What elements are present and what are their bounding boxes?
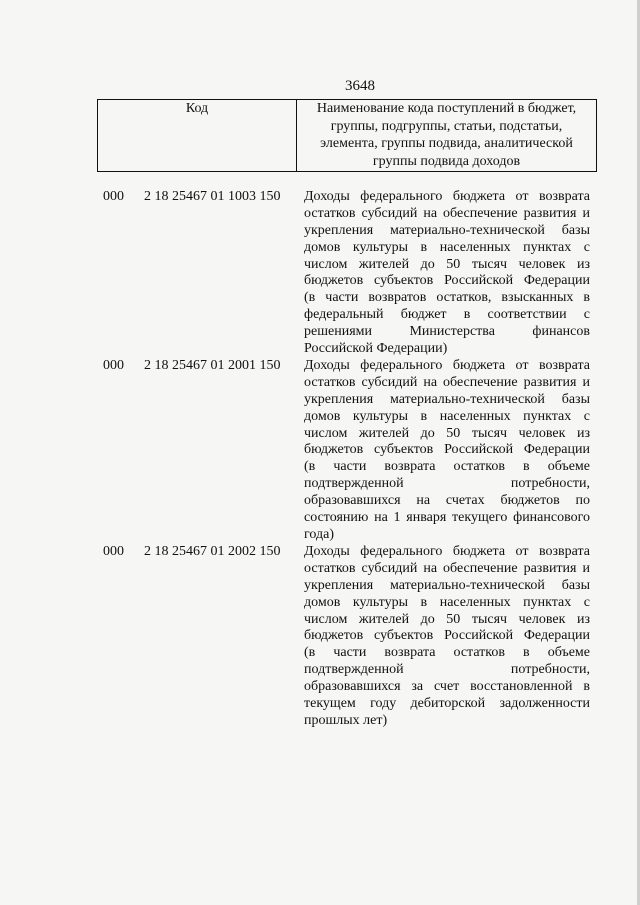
description-line: остатков субсидий на обеспечение развития и xyxy=(304,560,590,576)
description-line: решениями Министерства финансов xyxy=(304,324,590,340)
description-line: числом жителей до 50 тысяч человек из xyxy=(304,256,590,272)
description-line: Доходы федерального бюджета от возврата xyxy=(304,544,590,559)
revenue-code: 2 18 25467 01 2002 150 xyxy=(144,544,281,559)
description-line: образовавшихся на счетах бюджетов по xyxy=(304,493,590,509)
description-line: бюджетов субъектов Российской Федерации xyxy=(304,628,590,644)
revenue-description xyxy=(304,544,590,730)
description-line: домов культуры в населенных пунктах с xyxy=(304,594,590,610)
revenue-code: 2 18 25467 01 2001 150 xyxy=(144,358,281,373)
page-number: 3648 xyxy=(345,78,375,94)
description-line: федеральный бюджет в соответствии с xyxy=(304,307,590,323)
revenue-code: 2 18 25467 01 1003 150 xyxy=(144,189,281,204)
description-line: Российской Федерации) xyxy=(304,341,448,357)
description-line: (в части возвратов остатков, взысканных в xyxy=(304,290,590,306)
name-column-header xyxy=(297,100,596,170)
description-line: остатков субсидий на обеспечение развития и xyxy=(304,205,590,221)
description-line: прошлых лет) xyxy=(304,712,388,728)
description-line: числом жителей до 50 тысяч человек из xyxy=(304,425,590,441)
description-line: образовавшихся за счет восстановленной в xyxy=(304,679,590,695)
header-line: группы, подгруппы, статьи, подстатьи, xyxy=(330,118,563,134)
admin-code: 000 xyxy=(103,358,124,373)
description-line: подтвержденной потребности, xyxy=(304,662,590,678)
revenue-description xyxy=(304,358,590,544)
description-line: Доходы федерального бюджета от возврата xyxy=(304,358,590,373)
admin-code: 000 xyxy=(103,544,124,559)
description-line: укрепления материально-технической базы xyxy=(304,222,590,238)
revenue-description xyxy=(304,189,590,358)
description-line: состоянию на 1 января текущего финансового xyxy=(304,510,590,526)
description-line: домов культуры в населенных пунктах с xyxy=(304,239,590,255)
admin-code: 000 xyxy=(103,189,124,204)
code-column-header: Код xyxy=(185,101,209,116)
description-line: укрепления материально-технической базы xyxy=(304,577,590,593)
table-header xyxy=(97,99,597,172)
header-line: Наименование кода поступлений в бюджет, xyxy=(316,101,577,116)
description-line: (в части возврата остатков в объеме xyxy=(304,645,590,661)
description-line: остатков субсидий на обеспечение развития и xyxy=(304,374,590,390)
description-line: бюджетов субъектов Российской Федерации xyxy=(304,442,590,458)
description-line: подтвержденной потребности, xyxy=(304,476,590,492)
description-line: бюджетов субъектов Российской Федерации xyxy=(304,273,590,289)
description-line: (в части возврата остатков в объеме xyxy=(304,459,590,475)
description-line: домов культуры в населенных пунктах с xyxy=(304,408,590,424)
description-line: года) xyxy=(304,526,334,542)
description-line: укрепления материально-технической базы xyxy=(304,391,590,407)
description-line: Доходы федерального бюджета от возврата xyxy=(304,189,590,204)
description-line: текущем году дебиторской задолженности xyxy=(304,696,590,712)
header-line: элемента, группы подвида, аналитической xyxy=(320,136,573,151)
description-line: числом жителей до 50 тысяч человек из xyxy=(304,611,590,627)
header-line: группы подвида доходов xyxy=(372,153,521,169)
